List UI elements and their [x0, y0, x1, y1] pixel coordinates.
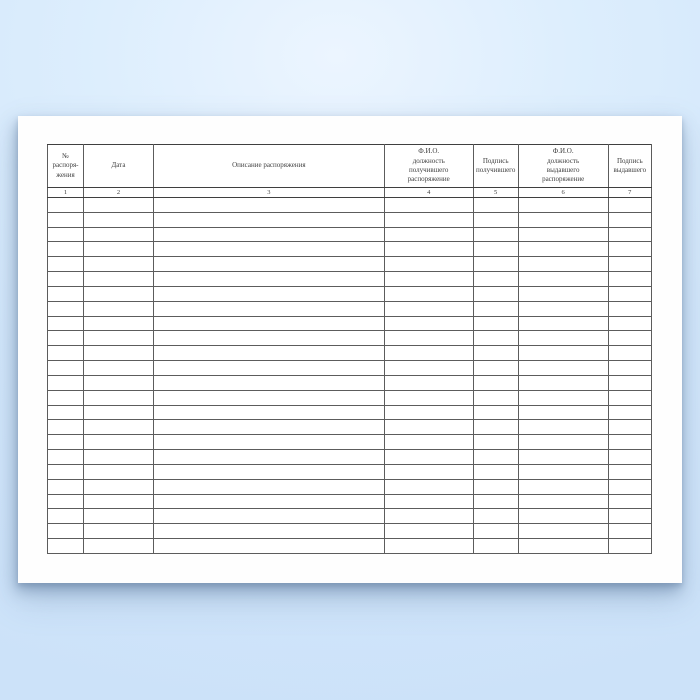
empty-cell-issuer-name-position: [518, 212, 608, 227]
empty-cell-issuer-name-position: [518, 227, 608, 242]
empty-cell-receiver-signature: [473, 405, 518, 420]
column-header-order-description-line: Описание распоряжения: [232, 161, 306, 170]
empty-cell-order-description: [153, 494, 384, 509]
empty-cell-receiver-signature: [473, 212, 518, 227]
empty-cell-date: [83, 361, 153, 376]
empty-cell-order-description: [153, 420, 384, 435]
column-number-order-number: 1: [48, 188, 84, 198]
empty-cell-order-description: [153, 450, 384, 465]
empty-cell-date: [83, 539, 153, 554]
column-header-receiver-signature: [473, 145, 518, 188]
empty-row: [48, 405, 652, 420]
empty-cell-receiver-signature: [473, 479, 518, 494]
empty-cell-order-number: [48, 524, 84, 539]
empty-cell-date: [83, 257, 153, 272]
empty-cell-receiver-name-position: [384, 420, 473, 435]
column-header-receiver-name-position-line: распоряжение: [407, 175, 450, 184]
empty-cell-receiver-name-position: [384, 198, 473, 213]
empty-cell-order-number: [48, 539, 84, 554]
empty-cell-receiver-name-position: [384, 450, 473, 465]
empty-cell-issuer-name-position: [518, 479, 608, 494]
empty-cell-issuer-signature: [608, 331, 651, 346]
empty-cell-issuer-name-position: [518, 242, 608, 257]
empty-cell-receiver-signature: [473, 301, 518, 316]
empty-cell-order-description: [153, 479, 384, 494]
empty-cell-order-number: [48, 479, 84, 494]
empty-cell-date: [83, 242, 153, 257]
empty-row: [48, 524, 652, 539]
empty-cell-order-number: [48, 390, 84, 405]
empty-cell-date: [83, 390, 153, 405]
column-header-order-description: [153, 145, 384, 188]
empty-cell-receiver-name-position: [384, 509, 473, 524]
empty-cell-receiver-signature: [473, 331, 518, 346]
empty-cell-order-number: [48, 494, 84, 509]
empty-cell-issuer-signature: [608, 390, 651, 405]
empty-cell-order-number: [48, 464, 84, 479]
empty-cell-date: [83, 212, 153, 227]
empty-cell-receiver-signature: [473, 390, 518, 405]
empty-cell-receiver-name-position: [384, 435, 473, 450]
empty-row: [48, 346, 652, 361]
empty-cell-date: [83, 272, 153, 287]
empty-row: [48, 494, 652, 509]
empty-cell-receiver-name-position: [384, 331, 473, 346]
empty-cell-issuer-name-position: [518, 331, 608, 346]
column-number-issuer-signature: 7: [608, 188, 651, 198]
empty-cell-issuer-name-position: [518, 539, 608, 554]
empty-cell-order-number: [48, 257, 84, 272]
column-header-issuer-signature-line: выдавшего: [613, 166, 647, 174]
empty-cell-date: [83, 464, 153, 479]
empty-cell-order-number: [48, 450, 84, 465]
empty-cell-order-number: [48, 331, 84, 346]
journal-table-head: [48, 145, 652, 198]
empty-row: [48, 361, 652, 376]
empty-cell-order-description: [153, 509, 384, 524]
empty-cell-receiver-name-position: [384, 286, 473, 301]
empty-cell-receiver-signature: [473, 242, 518, 257]
empty-cell-issuer-name-position: [518, 420, 608, 435]
empty-row: [48, 375, 652, 390]
empty-cell-receiver-signature: [473, 420, 518, 435]
empty-cell-order-number: [48, 198, 84, 213]
empty-cell-order-description: [153, 286, 384, 301]
empty-row: [48, 316, 652, 331]
empty-row: [48, 286, 652, 301]
empty-cell-date: [83, 420, 153, 435]
empty-cell-issuer-signature: [608, 405, 651, 420]
empty-cell-receiver-signature: [473, 227, 518, 242]
empty-cell-issuer-name-position: [518, 286, 608, 301]
empty-cell-order-description: [153, 346, 384, 361]
empty-cell-receiver-name-position: [384, 479, 473, 494]
empty-cell-order-description: [153, 435, 384, 450]
empty-cell-receiver-signature: [473, 539, 518, 554]
empty-cell-order-number: [48, 242, 84, 257]
empty-cell-issuer-name-position: [518, 450, 608, 465]
empty-cell-issuer-signature: [608, 346, 651, 361]
empty-cell-receiver-signature: [473, 272, 518, 287]
empty-row: [48, 198, 652, 213]
empty-cell-issuer-signature: [608, 227, 651, 242]
empty-cell-order-description: [153, 316, 384, 331]
empty-cell-receiver-name-position: [384, 212, 473, 227]
empty-cell-order-description: [153, 331, 384, 346]
empty-row: [48, 509, 652, 524]
column-header-date: [83, 145, 153, 188]
empty-cell-issuer-signature: [608, 450, 651, 465]
empty-row: [48, 257, 652, 272]
column-header-order-number-line: распоря-: [52, 161, 79, 170]
empty-row: [48, 242, 652, 257]
empty-cell-issuer-signature: [608, 420, 651, 435]
empty-cell-receiver-name-position: [384, 301, 473, 316]
column-header-order-number: [48, 145, 84, 188]
empty-cell-date: [83, 509, 153, 524]
empty-cell-issuer-name-position: [518, 524, 608, 539]
empty-cell-receiver-signature: [473, 450, 518, 465]
empty-cell-receiver-signature: [473, 257, 518, 272]
empty-row: [48, 331, 652, 346]
empty-cell-date: [83, 375, 153, 390]
column-number-receiver-name-position: 4: [384, 188, 473, 198]
empty-cell-issuer-signature: [608, 539, 651, 554]
column-number-issuer-name-position: 6: [518, 188, 608, 198]
column-header-issuer-name-position: [518, 145, 608, 188]
column-header-order-number-line: №: [62, 151, 69, 160]
empty-cell-order-description: [153, 272, 384, 287]
journal-table-body: [48, 198, 652, 554]
empty-cell-order-number: [48, 227, 84, 242]
empty-cell-issuer-signature: [608, 257, 651, 272]
empty-cell-receiver-signature: [473, 464, 518, 479]
empty-cell-order-description: [153, 212, 384, 227]
empty-row: [48, 301, 652, 316]
empty-cell-order-description: [153, 464, 384, 479]
empty-cell-receiver-name-position: [384, 257, 473, 272]
empty-cell-date: [83, 346, 153, 361]
empty-cell-receiver-name-position: [384, 242, 473, 257]
empty-cell-receiver-signature: [473, 316, 518, 331]
empty-row: [48, 212, 652, 227]
column-header-issuer-name-position-line: распоряжение: [542, 175, 585, 184]
column-header-receiver-name-position-line: получившего: [409, 166, 449, 174]
empty-cell-order-number: [48, 375, 84, 390]
empty-cell-date: [83, 316, 153, 331]
empty-cell-issuer-signature: [608, 316, 651, 331]
empty-row: [48, 420, 652, 435]
empty-cell-receiver-name-position: [384, 272, 473, 287]
empty-cell-issuer-name-position: [518, 272, 608, 287]
empty-cell-issuer-signature: [608, 494, 651, 509]
empty-cell-order-number: [48, 361, 84, 376]
empty-cell-issuer-signature: [608, 286, 651, 301]
empty-cell-date: [83, 450, 153, 465]
empty-cell-receiver-name-position: [384, 539, 473, 554]
empty-cell-date: [83, 301, 153, 316]
empty-cell-receiver-name-position: [384, 390, 473, 405]
column-header-date-line: Дата: [111, 161, 126, 170]
empty-row: [48, 479, 652, 494]
empty-cell-receiver-signature: [473, 286, 518, 301]
empty-cell-order-number: [48, 212, 84, 227]
empty-cell-receiver-name-position: [384, 227, 473, 242]
empty-cell-issuer-signature: [608, 198, 651, 213]
empty-cell-issuer-signature: [608, 479, 651, 494]
empty-cell-date: [83, 331, 153, 346]
empty-cell-issuer-name-position: [518, 346, 608, 361]
empty-cell-date: [83, 524, 153, 539]
empty-cell-date: [83, 227, 153, 242]
empty-cell-order-number: [48, 435, 84, 450]
column-header-order-number-line: жения: [56, 170, 75, 179]
column-number-order-description: 3: [153, 188, 384, 198]
empty-cell-issuer-name-position: [518, 509, 608, 524]
empty-cell-receiver-name-position: [384, 346, 473, 361]
empty-row: [48, 450, 652, 465]
empty-cell-order-description: [153, 375, 384, 390]
empty-cell-date: [83, 435, 153, 450]
empty-cell-receiver-signature: [473, 494, 518, 509]
column-header-receiver-name-position-line: должность: [412, 156, 445, 165]
empty-cell-issuer-signature: [608, 212, 651, 227]
empty-cell-order-number: [48, 272, 84, 287]
empty-cell-receiver-name-position: [384, 524, 473, 539]
empty-cell-receiver-signature: [473, 509, 518, 524]
empty-cell-receiver-signature: [473, 198, 518, 213]
empty-cell-issuer-name-position: [518, 361, 608, 376]
empty-cell-issuer-signature: [608, 272, 651, 287]
journal-table: [47, 144, 652, 554]
empty-cell-issuer-name-position: [518, 390, 608, 405]
empty-cell-order-description: [153, 227, 384, 242]
empty-cell-receiver-name-position: [384, 316, 473, 331]
column-header-issuer-signature-line: Подпись: [616, 156, 643, 165]
empty-cell-receiver-signature: [473, 524, 518, 539]
empty-cell-issuer-name-position: [518, 405, 608, 420]
empty-cell-order-description: [153, 361, 384, 376]
empty-cell-issuer-signature: [608, 242, 651, 257]
empty-cell-order-number: [48, 301, 84, 316]
empty-cell-issuer-name-position: [518, 435, 608, 450]
empty-cell-issuer-name-position: [518, 301, 608, 316]
empty-cell-order-description: [153, 539, 384, 554]
empty-cell-issuer-signature: [608, 524, 651, 539]
empty-cell-order-number: [48, 286, 84, 301]
empty-cell-receiver-signature: [473, 435, 518, 450]
empty-cell-order-description: [153, 405, 384, 420]
column-header-receiver-name-position-line: Ф.И.О.: [418, 147, 440, 156]
empty-cell-order-description: [153, 198, 384, 213]
empty-cell-order-description: [153, 242, 384, 257]
empty-cell-receiver-signature: [473, 375, 518, 390]
empty-cell-order-description: [153, 301, 384, 316]
empty-cell-date: [83, 479, 153, 494]
empty-cell-order-number: [48, 316, 84, 331]
column-header-issuer-name-position-line: должность: [547, 156, 580, 165]
empty-cell-issuer-name-position: [518, 375, 608, 390]
empty-cell-issuer-name-position: [518, 494, 608, 509]
empty-cell-receiver-name-position: [384, 494, 473, 509]
empty-cell-date: [83, 405, 153, 420]
column-header-issuer-signature: [608, 145, 651, 188]
column-header-receiver-name-position: [384, 145, 473, 188]
empty-row: [48, 539, 652, 554]
column-number-receiver-signature: 5: [473, 188, 518, 198]
empty-cell-issuer-signature: [608, 464, 651, 479]
empty-cell-receiver-name-position: [384, 464, 473, 479]
column-header-issuer-name-position-line: Ф.И.О.: [552, 147, 574, 156]
empty-row: [48, 435, 652, 450]
empty-cell-receiver-name-position: [384, 405, 473, 420]
empty-cell-receiver-name-position: [384, 375, 473, 390]
paper-sheet: [18, 116, 682, 583]
column-header-receiver-signature-line: получившего: [475, 166, 516, 174]
empty-row: [48, 272, 652, 287]
empty-cell-issuer-signature: [608, 435, 651, 450]
column-header-receiver-signature-line: Подпись: [482, 156, 509, 165]
empty-row: [48, 464, 652, 479]
column-number-date: 2: [83, 188, 153, 198]
empty-cell-receiver-signature: [473, 346, 518, 361]
empty-cell-issuer-signature: [608, 509, 651, 524]
empty-cell-issuer-name-position: [518, 464, 608, 479]
header-row: [48, 145, 652, 188]
empty-cell-issuer-name-position: [518, 257, 608, 272]
empty-row: [48, 390, 652, 405]
empty-row: [48, 227, 652, 242]
empty-cell-date: [83, 286, 153, 301]
empty-cell-order-description: [153, 524, 384, 539]
empty-cell-order-number: [48, 405, 84, 420]
empty-cell-receiver-signature: [473, 361, 518, 376]
empty-cell-receiver-name-position: [384, 361, 473, 376]
column-header-issuer-name-position-line: выдавшего: [546, 166, 580, 174]
empty-cell-issuer-signature: [608, 375, 651, 390]
empty-cell-issuer-signature: [608, 301, 651, 316]
empty-cell-date: [83, 494, 153, 509]
empty-cell-order-number: [48, 346, 84, 361]
empty-cell-issuer-signature: [608, 361, 651, 376]
empty-cell-issuer-name-position: [518, 198, 608, 213]
column-numbers-row: [48, 188, 652, 198]
empty-cell-order-description: [153, 257, 384, 272]
empty-cell-order-number: [48, 509, 84, 524]
empty-cell-issuer-name-position: [518, 316, 608, 331]
empty-cell-order-number: [48, 420, 84, 435]
empty-cell-date: [83, 198, 153, 213]
empty-cell-order-description: [153, 390, 384, 405]
